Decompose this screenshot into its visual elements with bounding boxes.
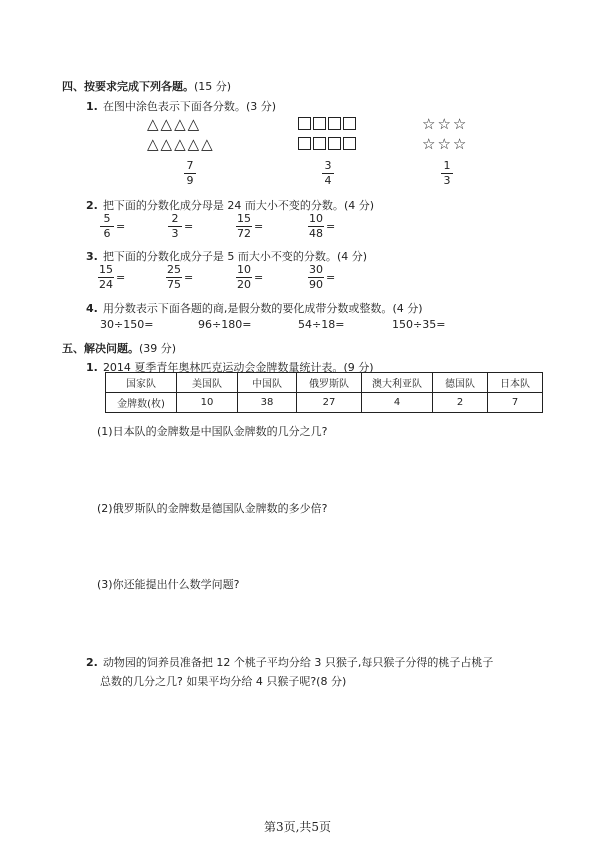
fraction-numerator: 5 (103, 212, 111, 225)
question-number: 4. (86, 302, 98, 315)
equals-sign: = (116, 271, 126, 284)
fraction-denominator: 4 (324, 174, 332, 187)
question-5-2 (86, 651, 493, 670)
section-5-title: 五、解决问题。 (62, 342, 139, 355)
fraction-denominator: 6 (103, 227, 111, 240)
fraction-denominator: 3 (171, 227, 179, 240)
equals-sign: = (326, 271, 336, 284)
question-score: (4 分) (392, 302, 423, 315)
fraction-numerator: 15 (99, 263, 113, 276)
question-number: 1. (86, 100, 98, 113)
table-cell: 27 (297, 393, 362, 413)
fraction-item[interactable] (308, 264, 335, 291)
table-cell: 38 (238, 393, 297, 413)
fraction-item[interactable] (100, 213, 125, 240)
square-shape[interactable] (298, 137, 311, 150)
section-4-title: 四、按要求完成下列各题。 (62, 80, 194, 93)
equals-sign: = (254, 271, 264, 284)
table-header-cell: 中国队 (238, 373, 297, 393)
square-shape[interactable] (313, 137, 326, 150)
subquestion-3: (3)你还能提出什么数学问题? (97, 578, 240, 591)
question-text-line-1: 动物园的饲养员准备把 12 个桃子平均分给 3 只猴子,每只猴子分得的桃子占桃子 (102, 656, 494, 669)
square-shape[interactable] (298, 117, 311, 130)
medal-table (105, 372, 543, 413)
fraction-7-9 (184, 160, 196, 187)
fraction-numerator: 10 (237, 263, 251, 276)
fraction-denominator: 75 (167, 278, 181, 291)
fraction-denominator: 90 (309, 278, 323, 291)
square-row-1[interactable] (298, 116, 358, 134)
question-text: 2014 夏季青年奥林匹克运动会金牌数量统计表。 (102, 361, 344, 374)
fraction-1-3 (441, 160, 453, 187)
question-number: 2. (86, 656, 98, 669)
table-header-cell: 日本队 (488, 373, 543, 393)
table-cell: 10 (177, 393, 238, 413)
square-row-2[interactable] (298, 136, 358, 154)
question-score: (9 分) (343, 361, 374, 374)
question-score: (3 分) (245, 100, 277, 113)
triangle-row-1[interactable]: △△△△ (147, 115, 202, 133)
fraction-denominator: 72 (237, 227, 251, 240)
equals-sign: = (116, 220, 126, 233)
subquestion-2: (2)俄罗斯队的金牌数是德国队金牌数的多少倍? (97, 502, 328, 515)
square-shape[interactable] (328, 137, 341, 150)
equals-sign: = (254, 220, 264, 233)
division-item[interactable]: 96÷180= (198, 318, 252, 331)
square-shape[interactable] (313, 117, 326, 130)
star-row-2[interactable]: ☆☆☆ (422, 135, 469, 153)
question-number: 1. (86, 361, 98, 374)
table-cell: 4 (362, 393, 433, 413)
table-cell: 2 (433, 393, 488, 413)
section-5-score: (39 分) (139, 342, 177, 355)
table-header-cell: 德国队 (433, 373, 488, 393)
fraction-denominator: 48 (309, 227, 323, 240)
table-header-cell: 俄罗斯队 (297, 373, 362, 393)
table-header-cell: 国家队 (106, 373, 177, 393)
fraction-numerator: 2 (171, 212, 179, 225)
square-shape[interactable] (328, 117, 341, 130)
equals-sign: = (326, 220, 336, 233)
table-cell: 金牌数(枚) (106, 393, 177, 413)
equals-sign: = (184, 271, 194, 284)
section-5-heading (62, 337, 176, 356)
fraction-denominator: 24 (99, 278, 113, 291)
equals-sign: = (184, 220, 194, 233)
fraction-numerator: 10 (309, 212, 323, 225)
fraction-item[interactable] (236, 213, 263, 240)
question-4-3 (86, 245, 367, 264)
subquestion-1: (1)日本队的金牌数是中国队金牌数的几分之几? (97, 425, 328, 438)
section-4-heading (62, 75, 231, 94)
fraction-item[interactable] (166, 264, 193, 291)
fraction-numerator: 3 (324, 159, 332, 172)
fraction-denominator: 20 (237, 278, 251, 291)
table-header-row (106, 373, 543, 393)
question-text: 把下面的分数化成分母是 24 而大小不变的分数。 (102, 199, 344, 212)
division-item[interactable]: 54÷18= (298, 318, 345, 331)
question-5-2-continued (100, 670, 346, 689)
question-score: (4 分) (336, 250, 368, 263)
fraction-numerator: 7 (186, 159, 194, 172)
question-text: 把下面的分数化成分子是 5 而大小不变的分数。 (102, 250, 337, 263)
question-4-2 (86, 194, 374, 213)
question-number: 3. (86, 250, 98, 263)
page-number-footer: 第3页,共5页 (263, 820, 332, 834)
division-item[interactable]: 30÷150= (100, 318, 154, 331)
question-score: (4 分) (343, 199, 375, 212)
fraction-denominator: 3 (443, 174, 451, 187)
table-row (106, 393, 543, 413)
question-number: 2. (86, 199, 98, 212)
question-text: 用分数表示下面各题的商,是假分数的要化成带分数或整数。 (102, 302, 393, 315)
fraction-item[interactable] (168, 213, 193, 240)
star-row-1[interactable]: ☆☆☆ (422, 115, 469, 133)
table-header-cell: 澳大利亚队 (362, 373, 433, 393)
question-text-line-2: 总数的几分之几? 如果平均分给 4 只猴子呢? (100, 675, 317, 688)
fraction-item[interactable] (98, 264, 125, 291)
division-item[interactable]: 150÷35= (392, 318, 446, 331)
fraction-numerator: 1 (443, 159, 451, 172)
fraction-item[interactable] (236, 264, 263, 291)
square-shape[interactable] (343, 137, 356, 150)
table-cell: 7 (488, 393, 543, 413)
question-text: 在图中涂色表示下面各分数。 (102, 100, 246, 113)
fraction-item[interactable] (308, 213, 335, 240)
square-shape[interactable] (343, 117, 356, 130)
question-4-1 (86, 95, 276, 114)
question-4-4 (86, 297, 423, 316)
table-header-cell: 美国队 (177, 373, 238, 393)
fraction-3-4 (322, 160, 334, 187)
section-4-score: (15 分) (194, 80, 232, 93)
fraction-denominator: 9 (186, 174, 194, 187)
fraction-numerator: 30 (309, 263, 323, 276)
question-score: (8 分) (316, 675, 347, 688)
fraction-numerator: 25 (167, 263, 181, 276)
triangle-row-2[interactable]: △△△△△ (147, 135, 215, 153)
fraction-numerator: 15 (237, 212, 251, 225)
